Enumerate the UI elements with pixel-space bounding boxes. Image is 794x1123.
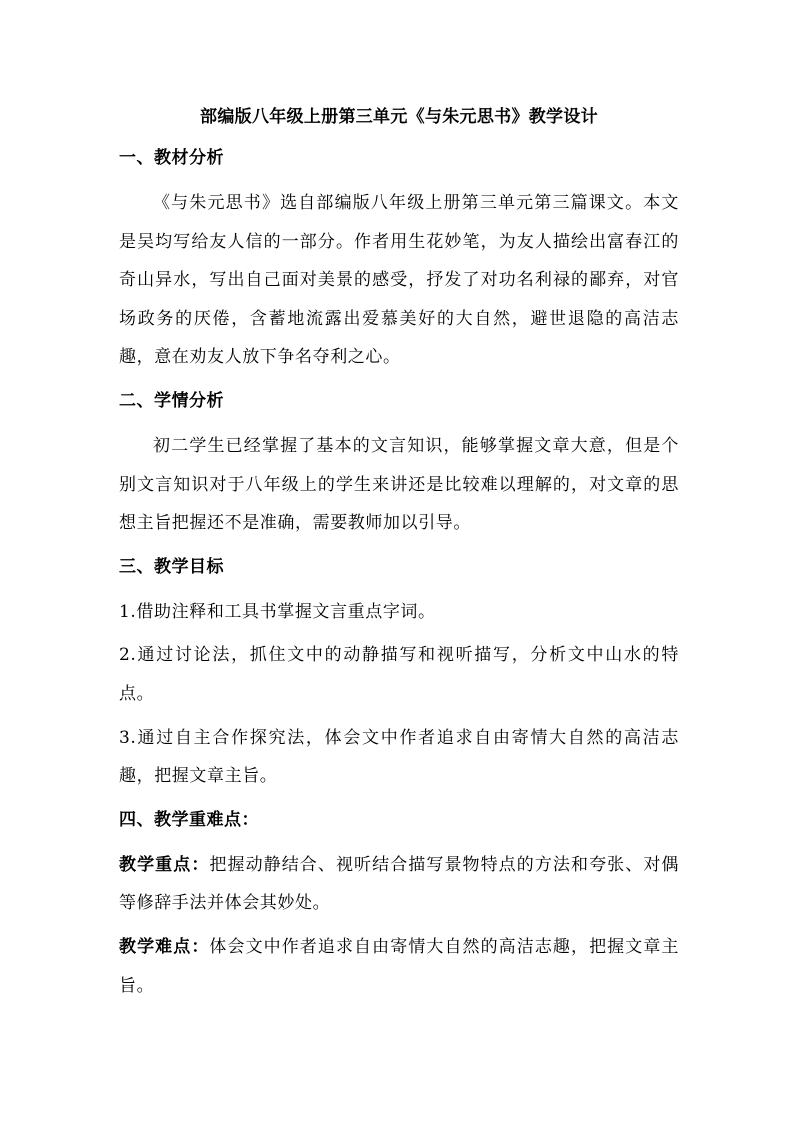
section-heading-analysis: 一、教材分析 bbox=[119, 148, 224, 168]
document-body bbox=[119, 100, 679, 1010]
goal-item-1: 1.借助注释和工具书掌握文言重点字词。 bbox=[119, 601, 436, 622]
teaching-focus-text: 把握动静结合、视听结合描写景物特点的方法和夸张、对偶等修辞手法并体会其妙处。 bbox=[119, 854, 679, 914]
teaching-focus bbox=[119, 846, 679, 923]
teaching-difficulty-text: 体会文中作者追求自由寄情大自然的高洁志趣，把握文章主旨。 bbox=[119, 936, 679, 996]
analysis-paragraph: 《与朱元思书》选自部编版八年级上册第三单元第三篇课文。本文是吴均写给友人信的一部分。作者用生花妙笔，为友人描绘出富春江的奇山异水，写出自己面对美景的感受，抒发了对功名利禄的鄙弃，对官场政务的厌倦，含蓄地流露出爱慕美好的大自然，避世退隐的高洁志趣，意在劝友人放下争名夺利之心。 bbox=[119, 193, 679, 368]
section-heading-students: 二、学情分析 bbox=[119, 390, 224, 411]
teaching-focus-label: 教学重点： bbox=[119, 854, 210, 875]
goal-item-3: 3.通过自主合作探究法，体会文中作者追求自由寄情大自然的高洁志趣，把握文章主旨。 bbox=[119, 727, 679, 787]
goal-item-2: 2.通过讨论法，抓住文中的动静描写和视听描写，分析文中山水的特点。 bbox=[119, 645, 679, 704]
document-title: 部编版八年级上册第三单元《与朱元思书》教学设计 bbox=[200, 107, 598, 127]
section-heading-keypoints: 四、教学重难点： bbox=[119, 809, 259, 830]
teaching-difficulty-label: 教学难点： bbox=[119, 936, 210, 957]
teaching-difficulty bbox=[119, 928, 679, 1005]
section-heading-goals: 三、教学目标 bbox=[119, 556, 224, 577]
students-paragraph: 初二学生已经掌握了基本的文言知识，能够掌握文章大意，但是个别文言知识对于八年级上的学生来讲还是比较难以理解的，对文章的思想主旨把握还不是准确，需要教师加以引导。 bbox=[119, 435, 679, 534]
